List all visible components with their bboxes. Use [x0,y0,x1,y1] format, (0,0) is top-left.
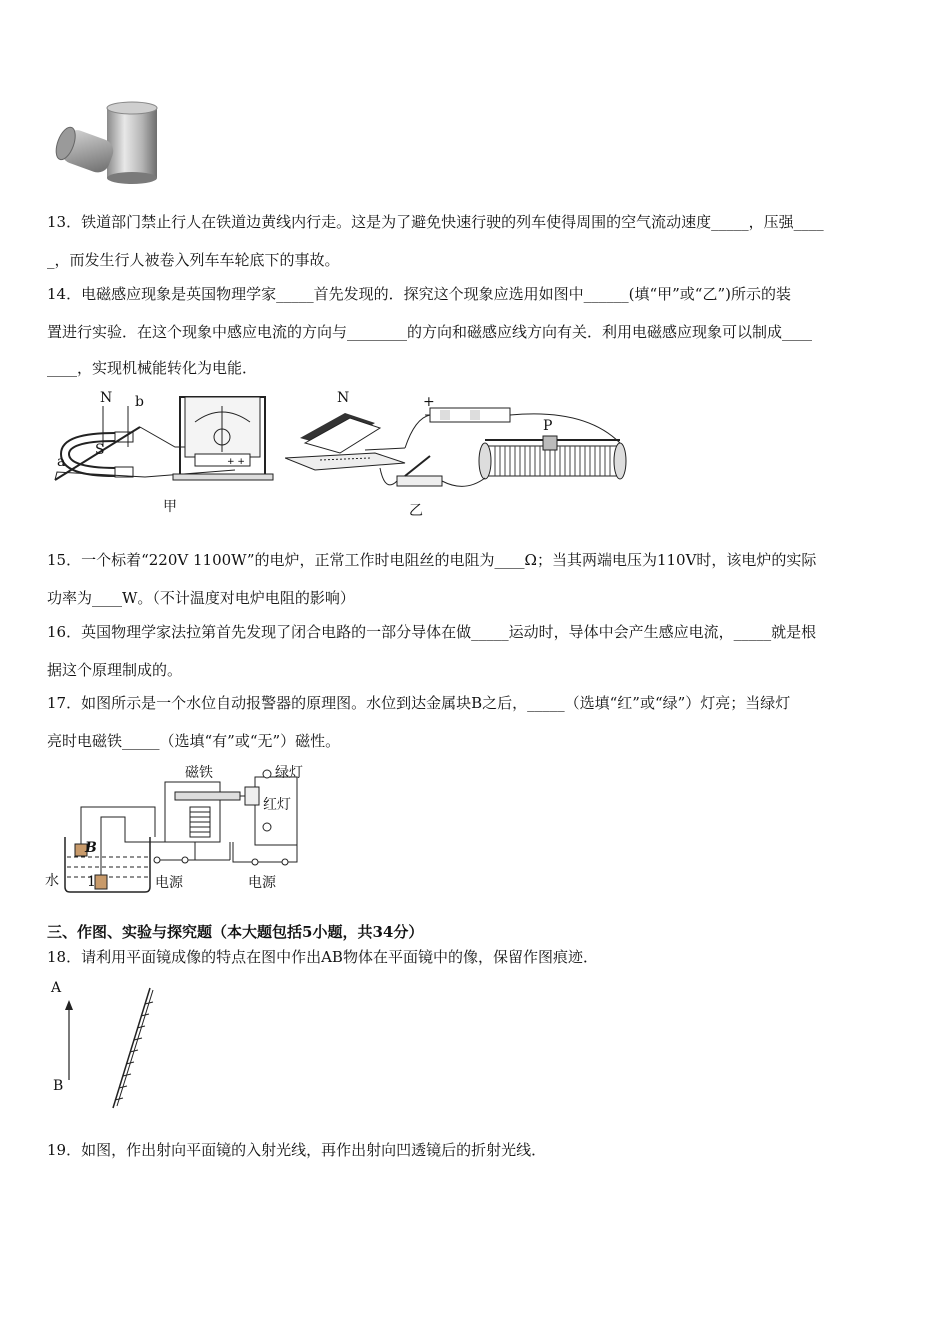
q18-line1: 18．请利用平面镜成像的特点在图中作出AB物体在平面镜中的像，保留作图痕迹． [47,948,598,966]
q18-figure-mirror [45,980,165,1115]
q14-yi-label-N: N [337,390,350,406]
q17-label-red-lamp: 红灯 [263,797,291,813]
q14-jia-label-b: b [135,394,144,410]
q18-label-B: B [53,1078,64,1094]
q17-label-A: 1 [87,874,96,890]
q15-line1: 15．一个标着“220V 1100W”的电炉，正常工作时电阻丝的电阻为____Ω；当其两端电压为110V时，该电炉的实际 [47,551,817,569]
q14-yi-label-plus: + [423,394,435,410]
q17-label-green-lamp: 绿灯 [275,765,303,781]
q17-label-power2: 电源 [248,875,276,891]
q14-line2: 置进行实验．在这个现象中感应电流的方向与________的方向和磁感应线方向有关．利用电磁感应现象可以制成____ [47,323,813,341]
q14-line1: 14．电磁感应现象是英国物理学家_____首先发现的．探究这个现象应选用如图中______(填“甲”或“乙”)所示的装 [47,285,791,303]
q14-yi-caption: 乙 [409,503,423,519]
q15-line2: 功率为____W。（不计温度对电炉电阻的影响） [47,589,355,607]
q14-yi-label-P: P [543,418,553,434]
q17-label-magnet: 磁铁 [185,765,213,781]
q14-jia-caption: 甲 [163,499,177,515]
q19-line1: 19．如图，作出射向平面镜的入射光线，再作出射向凹透镜后的折射光线． [47,1141,547,1159]
q14-figure-jia [45,390,275,515]
q13-line2: _，而发生行人被卷入列车车轮底下的事故。 [47,251,340,269]
q16-line2: 据这个原理制成的。 [47,661,183,679]
q17-label-water: 水 [45,873,59,889]
q14-figure-yi [285,390,640,523]
q14-jia-label-a: a [57,454,66,470]
q14-jia-plus: + + [227,457,245,467]
q13-line1: 13．铁道部门禁止行人在铁道边黄线内行走。这是为了避免快速行驶的列车使得周围的空气流动速度_____，压强____ [47,213,824,231]
q17-figure-water-alarm [45,762,335,897]
q14-jia-label-N: N [100,390,113,406]
q17-label-power1: 电源 [155,875,183,891]
q17-label-B: B [85,840,97,856]
q17-line1: 17．如图所示是一个水位自动报警器的原理图。水位到达金属块B之后，_____（选填“红”或“绿”）灯亮；当绿灯 [47,694,791,712]
q14-jia-label-S: S [95,442,105,458]
q14-line3: ____，实现机械能转化为电能． [47,359,258,377]
q18-label-A: A [51,980,62,996]
q17-line2: 亮时电磁铁_____（选填“有”或“无”）磁性。 [47,732,341,750]
q16-line1: 16．英国物理学家法拉第首先发现了闭合电路的一部分导体在做_____运动时，导体中会产生感应电流，_____就是根 [47,623,817,641]
top-figure-cylinder [52,98,167,188]
section3-title: 三、作图、实验与探究题（本大题包括5小题，共34分） [47,923,424,941]
